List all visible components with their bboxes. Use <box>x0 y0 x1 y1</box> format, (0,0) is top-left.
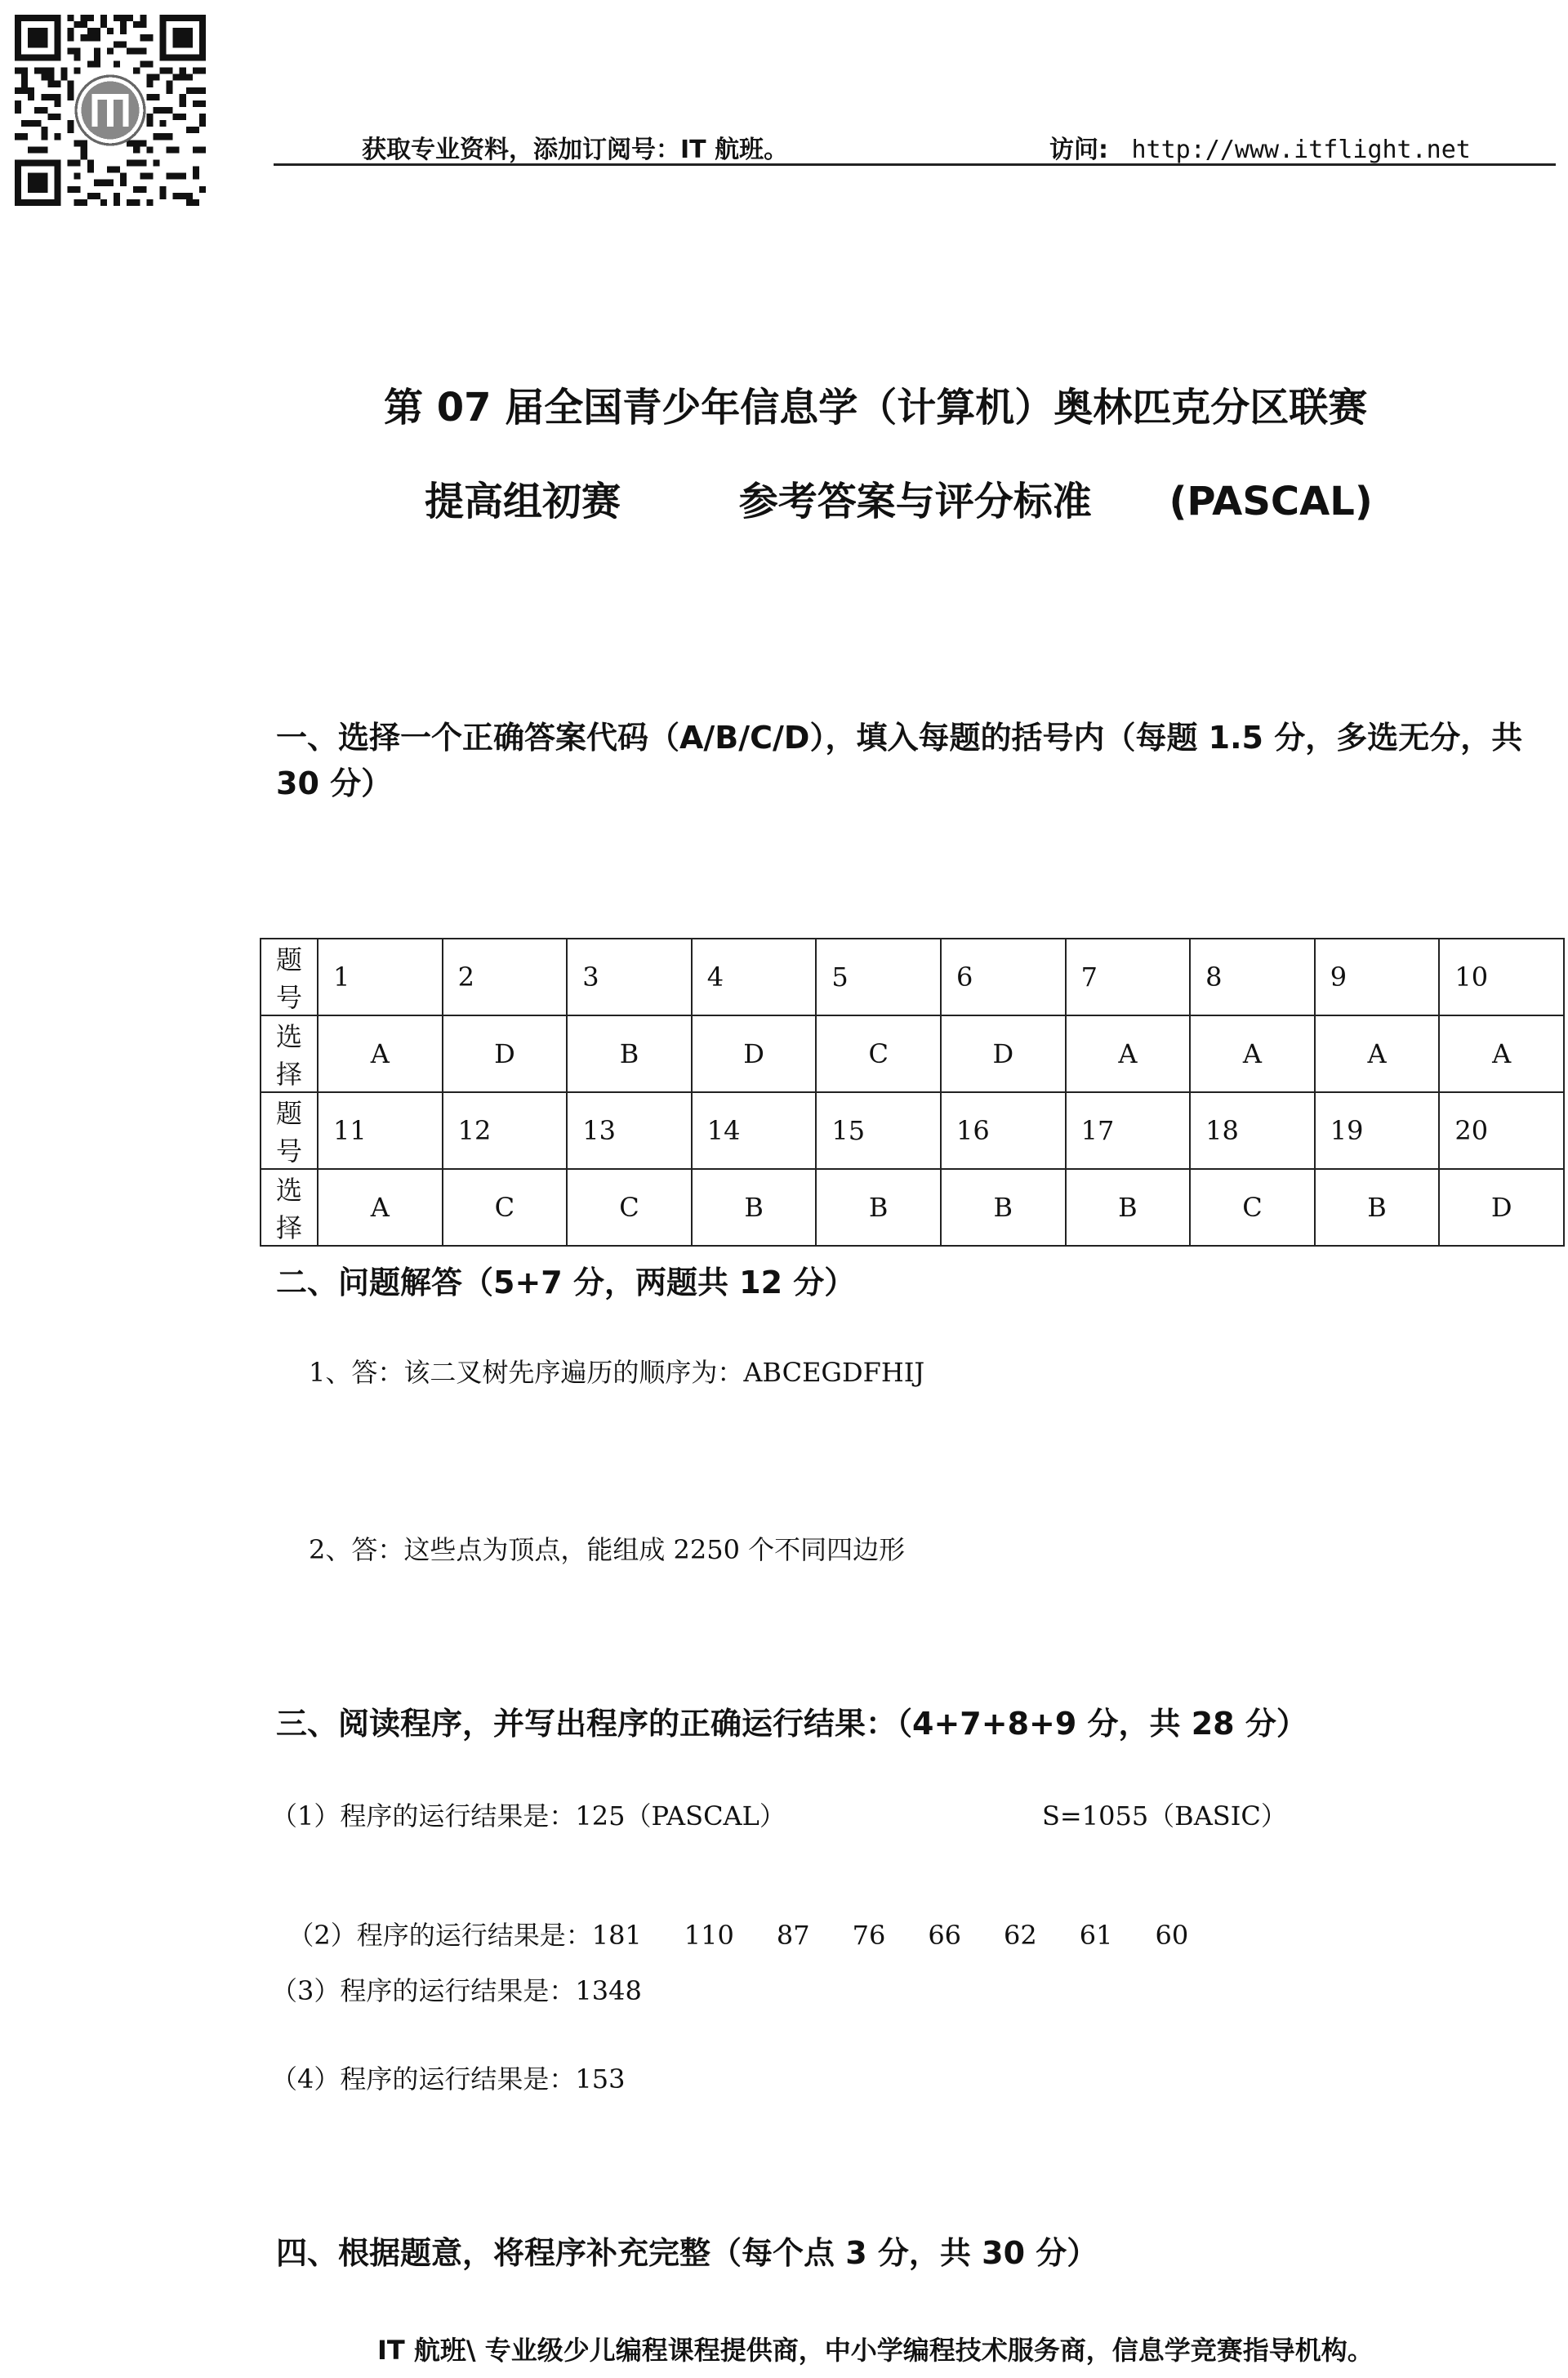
table-cell: 10 <box>1439 939 1564 1015</box>
table-cell: 5 <box>816 939 941 1015</box>
table-cell: A <box>318 1169 443 1246</box>
table-cell: B <box>1315 1169 1440 1246</box>
table-cell: 13 <box>567 1092 692 1169</box>
table-cell: B <box>1066 1169 1191 1246</box>
result-2-label: （2）程序的运行结果是：181 <box>287 1920 642 1951</box>
header-url-link[interactable]: http://www.itflight.net <box>1131 136 1471 164</box>
document-title: 第 07 届全国青少年信息学（计算机）奥林匹克分区联赛 <box>384 385 1368 431</box>
table-cell: A <box>1439 1015 1564 1092</box>
table-cell: D <box>443 1015 568 1092</box>
row-header-cell: 选择 <box>261 1169 318 1246</box>
subtitle-language: (PASCAL) <box>1169 479 1373 524</box>
result-2-value: 60 <box>1155 1920 1189 1951</box>
table-cell: A <box>318 1015 443 1092</box>
table-cell: A <box>1066 1015 1191 1092</box>
answer-table <box>260 938 1565 1247</box>
table-cell: A <box>1190 1015 1315 1092</box>
result-2-value: 110 <box>684 1920 734 1951</box>
table-cell: 17 <box>1066 1092 1191 1169</box>
table-cell: A <box>1315 1015 1440 1092</box>
table-cell: 18 <box>1190 1092 1315 1169</box>
section2-answer-1: 1、答：该二叉树先序遍历的顺序为：ABCEGDFHIJ <box>309 1357 925 1388</box>
header-visit-label: 访问: <box>1049 136 1108 164</box>
page-header <box>274 124 1556 166</box>
document-subtitle <box>425 470 1568 526</box>
row-header-cell: 题号 <box>261 1092 318 1169</box>
table-cell: 4 <box>692 939 817 1015</box>
section4-heading: 四、根据题意，将程序补充完整（每个点 3 分，共 30 分） <box>276 2235 1098 2271</box>
result-2-values <box>642 1920 1188 1951</box>
qr-code-image <box>15 15 206 206</box>
table-cell: 20 <box>1439 1092 1564 1169</box>
table-row <box>261 1169 1564 1246</box>
section3-result-2 <box>271 1884 1188 1952</box>
result-2-value: 61 <box>1079 1920 1113 1951</box>
result-2-value: 76 <box>852 1920 886 1951</box>
table-cell: 8 <box>1190 939 1315 1015</box>
subtitle-group: 提高组初赛 <box>425 479 621 524</box>
table-cell: C <box>443 1169 568 1246</box>
subtitle-answer-key: 参考答案与评分标准 <box>738 479 1092 524</box>
table-cell: 3 <box>567 939 692 1015</box>
header-subscribe-text: 获取专业资料，添加订阅号：IT 航班。 <box>362 136 789 164</box>
section3-result-4: （4）程序的运行结果是：153 <box>271 2063 626 2095</box>
table-cell: 6 <box>941 939 1066 1015</box>
table-cell: 12 <box>443 1092 568 1169</box>
table-cell: 11 <box>318 1092 443 1169</box>
table-cell: D <box>1439 1169 1564 1246</box>
row-header-cell: 题号 <box>261 939 318 1015</box>
result-2-value: 66 <box>928 1920 962 1951</box>
table-cell: D <box>941 1015 1066 1092</box>
result-2-value: 62 <box>1004 1920 1037 1951</box>
section3-result-1: （1）程序的运行结果是：125（PASCAL） <box>271 1800 786 1831</box>
table-cell: 16 <box>941 1092 1066 1169</box>
section1-heading: 一、选择一个正确答案代码（A/B/C/D），填入每题的括号内（每题 1.5 分，多选无分，共 30 分） <box>276 720 1523 801</box>
table-cell: 14 <box>692 1092 817 1169</box>
table-cell: 19 <box>1315 1092 1440 1169</box>
table-cell: 1 <box>318 939 443 1015</box>
table-cell: B <box>567 1015 692 1092</box>
result-2-value: 87 <box>776 1920 810 1951</box>
table-cell: C <box>816 1015 941 1092</box>
table-cell: C <box>1190 1169 1315 1246</box>
table-cell: 7 <box>1066 939 1191 1015</box>
table-row <box>261 1092 1564 1169</box>
row-header-cell: 选择 <box>261 1015 318 1092</box>
table-cell: B <box>816 1169 941 1246</box>
page-footer: IT 航班\ 专业级少儿编程课程提供商，中小学编程技术服务商，信息学竞赛指导机构。 <box>377 2335 1374 2366</box>
table-cell: B <box>941 1169 1066 1246</box>
table-cell: B <box>692 1169 817 1246</box>
table-cell: 15 <box>816 1092 941 1169</box>
section3-result-1-basic: S=1055（BASIC） <box>1042 1800 1287 1831</box>
section2-answer-2: 2、答：这些点为顶点，能组成 2250 个不同四边形 <box>309 1534 906 1565</box>
section3-result-3: （3）程序的运行结果是：1348 <box>271 1975 642 2006</box>
section2-heading: 二、问题解答（5+7 分，两题共 12 分） <box>276 1265 856 1301</box>
table-row <box>261 939 1564 1015</box>
table-cell: D <box>692 1015 817 1092</box>
header-visit <box>1049 129 1471 165</box>
table-cell: 2 <box>443 939 568 1015</box>
table-cell: 9 <box>1315 939 1440 1015</box>
section3-heading: 三、阅读程序，并写出程序的正确运行结果：（4+7+8+9 分，共 28 分） <box>276 1706 1307 1742</box>
table-cell: C <box>567 1169 692 1246</box>
table-row <box>261 1015 1564 1092</box>
